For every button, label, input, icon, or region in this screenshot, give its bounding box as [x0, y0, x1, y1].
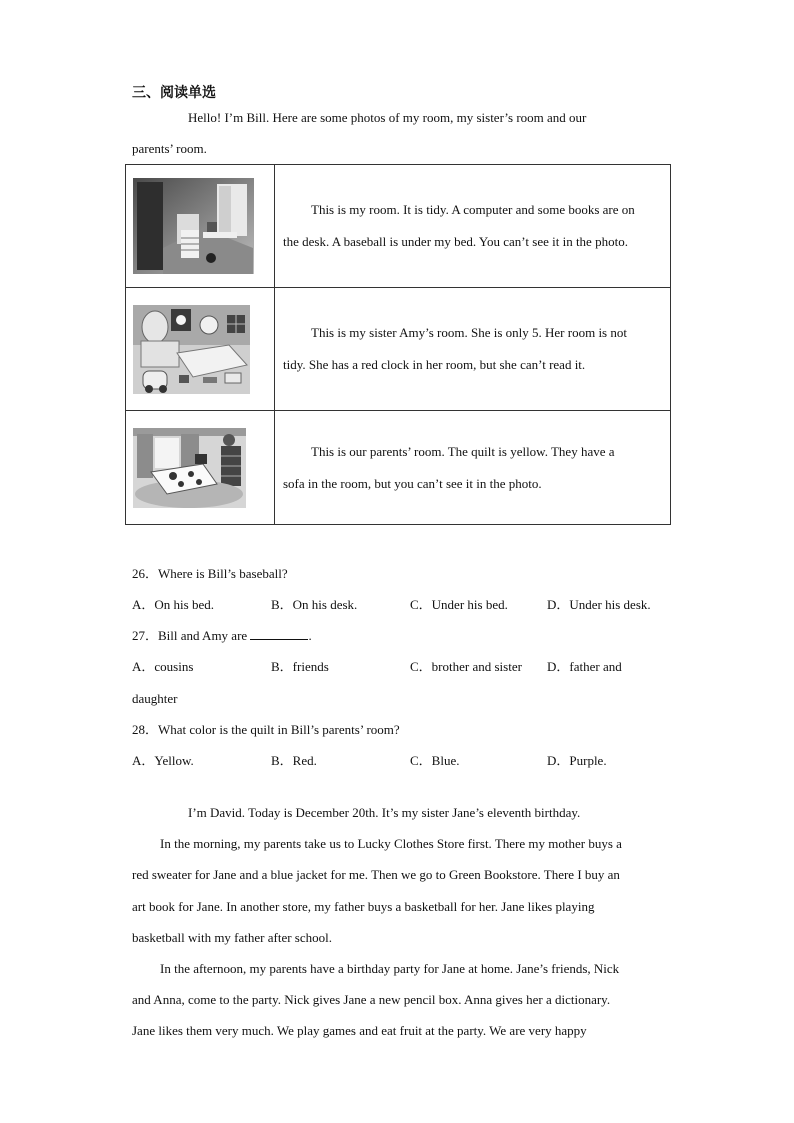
row3-line1: This is our parents’ room. The quilt is yellow. They have a — [311, 443, 615, 459]
parents-bedroom-photo — [133, 428, 246, 508]
rooms-table — [125, 164, 671, 525]
question-27-stem — [132, 627, 312, 645]
description-cell — [275, 411, 671, 525]
question-26-option-c[interactable]: C．Under his bed. — [410, 597, 508, 612]
question-27-stem-after: . — [308, 628, 312, 643]
table-row — [126, 288, 671, 411]
question-26-option-b[interactable]: B．On his desk. — [271, 597, 358, 612]
messy-kids-room-photo — [133, 305, 250, 394]
question-28-option-d[interactable]: D．Purple. — [547, 753, 607, 768]
question-27-option-c[interactable]: C．brother and sister — [410, 659, 522, 674]
passage2-line: In the afternoon, my parents have a birthday party for Jane at home. Jane’s friends, Nick — [160, 961, 620, 976]
section-title: 三、阅读单选 — [132, 85, 216, 101]
tidy-bedroom-photo — [133, 178, 254, 274]
passage2-line: art book for Jane. In another store, my father buys a basketball for her. Jane likes playing — [132, 899, 595, 914]
row2-line2: tidy. She has a red clock in her room, but she can’t read it. — [283, 357, 586, 372]
passage2-line: and Anna, come to the party. Nick gives Jane a new pencil box. Anna gives her a dictionary. — [132, 992, 611, 1007]
question-27-option-b[interactable]: B．friends — [271, 659, 329, 674]
question-26-option-a[interactable]: A．On his bed. — [132, 597, 214, 612]
question-27-option-d-wrap: daughter — [132, 691, 178, 706]
photo-cell — [126, 411, 275, 525]
passage1-intro-line2: parents’ room. — [132, 141, 207, 156]
question-28-option-c[interactable]: C．Blue. — [410, 753, 460, 768]
photo-cell — [126, 165, 275, 288]
question-28-option-a[interactable]: A．Yellow. — [132, 753, 194, 768]
table-row — [126, 411, 671, 525]
question-28-option-b[interactable]: B．Red. — [271, 753, 317, 768]
row1-line2: the desk. A baseball is under my bed. You can’t see it in the photo. — [283, 234, 628, 249]
passage2-line: basketball with my father after school. — [132, 930, 332, 945]
question-27-option-d[interactable]: D．father and — [547, 659, 622, 674]
row1-line1: This is my room. It is tidy. A computer and some books are on — [311, 202, 635, 217]
question-26-stem: 26．Where is Bill’s baseball? — [132, 566, 288, 581]
row2-line1: This is my sister Amy’s room. She is only 5. Her room is not — [311, 325, 627, 340]
table-row — [126, 165, 671, 288]
answer-blank — [250, 627, 308, 640]
question-27-option-a[interactable]: A．cousins — [132, 659, 194, 674]
photo-cell — [126, 288, 275, 411]
question-26-option-d[interactable]: D．Under his desk. — [547, 597, 651, 612]
passage2-line: red sweater for Jane and a blue jacket for me. Then we go to Green Bookstore. There I buy an — [132, 867, 620, 882]
question-28-stem: 28．What color is the quilt in Bill’s parents’ room? — [132, 722, 400, 737]
passage2-line: Jane likes them very much. We play games and eat fruit at the party. We are very happy — [132, 1023, 587, 1038]
row3-line2: sofa in the room, but you can’t see it in the photo. — [283, 475, 542, 491]
passage2-line: I’m David. Today is December 20th. It’s my sister Jane’s eleventh birthday. — [188, 805, 581, 820]
passage1-intro-line1: Hello! I’m Bill. Here are some photos of my room, my sister’s room and our — [188, 110, 587, 125]
question-27-stem-before: 27．Bill and Amy are — [132, 628, 251, 643]
passage2-line: In the morning, my parents take us to Lucky Clothes Store first. There my mother buys a — [160, 836, 622, 851]
description-cell — [275, 288, 671, 411]
description-cell — [275, 165, 671, 288]
